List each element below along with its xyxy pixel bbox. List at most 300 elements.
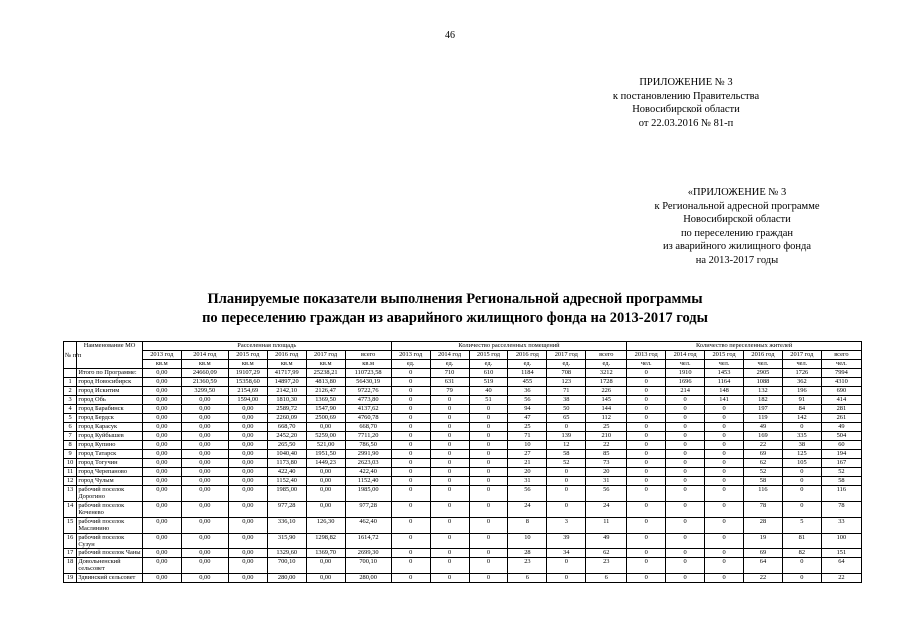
people-cell: 49 [744, 423, 783, 432]
people-cell: 0 [666, 423, 705, 432]
people-cell: 0 [705, 574, 744, 583]
rooms-cell: 58 [547, 450, 586, 459]
area-cell: 9722,76 [345, 387, 391, 396]
page-number: 46 [445, 30, 455, 41]
appendix-program-line: «ПРИЛОЖЕНИЕ № 3 [687, 187, 787, 198]
rooms-cell: 0 [391, 502, 430, 518]
table-row [64, 432, 862, 441]
rooms-cell: 3 [547, 518, 586, 534]
rooms-cell: 0 [547, 423, 586, 432]
rooms-cell: 28 [508, 549, 547, 558]
table-row [64, 534, 862, 549]
appendix-program-line: на 2013-2017 годы [695, 254, 779, 266]
people-cell: 33 [821, 518, 861, 534]
area-cell: 0,00 [181, 432, 228, 441]
unit-header-rooms: ед. [508, 360, 547, 369]
rooms-cell: 0 [391, 405, 430, 414]
appendix-decree-line: Новосибирской области [632, 104, 740, 115]
year-header-people: 2013 год [627, 351, 666, 360]
people-cell: 261 [821, 414, 861, 423]
rooms-cell: 0 [391, 450, 430, 459]
people-cell: 0 [782, 486, 821, 502]
rooms-cell: 0 [430, 502, 469, 518]
rooms-cell: 0 [430, 423, 469, 432]
rooms-cell: 23 [586, 558, 627, 574]
people-cell: 1696 [666, 378, 705, 387]
rooms-cell: 0 [391, 486, 430, 502]
row-name: рабочий поселок Чаны [78, 549, 141, 556]
area-cell: 280,00 [345, 574, 391, 583]
people-cell: 0 [627, 423, 666, 432]
area-cell: 4813,80 [306, 378, 345, 387]
area-cell: 0,00 [306, 486, 345, 502]
area-cell: 2126,47 [306, 387, 345, 396]
area-cell: 700,10 [345, 558, 391, 574]
people-cell: 1453 [705, 369, 744, 378]
people-cell: 0 [666, 558, 705, 574]
rooms-cell: 0 [391, 574, 430, 583]
area-cell: 24660,09 [181, 369, 228, 378]
people-cell: 148 [705, 387, 744, 396]
table-body [64, 369, 862, 583]
people-cell: 0 [666, 432, 705, 441]
area-cell: 668,70 [267, 423, 306, 432]
rooms-cell: 0 [469, 558, 508, 574]
rooms-cell: 71 [508, 432, 547, 441]
people-cell: 0 [666, 468, 705, 477]
area-cell: 2623,03 [345, 459, 391, 468]
appendix-decree-line: от 22.03.2016 № 81-п [638, 117, 734, 129]
area-cell: 0,00 [142, 486, 181, 502]
row-num: 11 [64, 468, 77, 477]
people-cell: 0 [705, 414, 744, 423]
row-num: 8 [64, 441, 77, 450]
area-cell: 1985,00 [267, 486, 306, 502]
people-cell: 0 [705, 441, 744, 450]
total-row [64, 369, 862, 378]
row-name: город Черепаново [77, 468, 143, 477]
area-cell: 0,00 [228, 534, 267, 549]
area-cell: 1594,00 [228, 396, 267, 405]
people-cell: 504 [821, 432, 861, 441]
people-cell: 49 [821, 423, 861, 432]
area-cell: 4773,80 [345, 396, 391, 405]
rooms-cell: 0 [469, 549, 508, 558]
area-cell: 0,00 [228, 405, 267, 414]
area-cell: 0,00 [142, 518, 181, 534]
rooms-cell: 10 [508, 534, 547, 549]
area-cell: 126,30 [306, 518, 345, 534]
people-cell: 169 [744, 432, 783, 441]
rooms-cell: 24 [508, 502, 547, 518]
rooms-cell: 20 [586, 468, 627, 477]
rooms-cell: 25 [586, 423, 627, 432]
area-cell: 977,28 [345, 502, 391, 518]
area-cell: 0,00 [142, 549, 181, 558]
rooms-cell: 0 [430, 549, 469, 558]
people-cell: 0 [705, 558, 744, 574]
row-num: 4 [64, 405, 77, 414]
area-cell: 0,00 [228, 477, 267, 486]
unit-header-rooms: ед. [547, 360, 586, 369]
area-cell: 0,00 [228, 549, 267, 558]
people-cell: 0 [782, 574, 821, 583]
year-header-rooms: 2013 год [391, 351, 430, 360]
table-row [64, 459, 862, 468]
unit-header-people: чел. [821, 360, 861, 369]
appendix-program-line: Новосибирской области [683, 214, 791, 225]
rooms-cell: 6 [508, 574, 547, 583]
row-name: город Куйбышев [77, 432, 143, 441]
people-cell: 362 [782, 378, 821, 387]
title-line-1: Планируемые показатели выполнения Региональной адресной программы [207, 291, 703, 307]
area-cell: 0,00 [181, 477, 228, 486]
appendix-program-line: по переселению граждан [680, 227, 794, 239]
rooms-cell: 52 [547, 459, 586, 468]
appendix-decree-line: ПРИЛОЖЕНИЕ № 3 [639, 77, 733, 88]
area-cell: 0,00 [306, 574, 345, 583]
area-cell: 315,90 [267, 534, 306, 549]
area-cell: 1369,70 [306, 549, 345, 558]
rooms-cell: 1184 [508, 369, 547, 378]
rooms-cell: 0 [430, 441, 469, 450]
people-cell: 19 [744, 534, 783, 549]
rooms-cell: 455 [508, 378, 547, 387]
rooms-cell: 0 [469, 432, 508, 441]
people-cell: 125 [782, 450, 821, 459]
people-cell: 22 [744, 574, 783, 583]
area-cell: 0,00 [181, 459, 228, 468]
rooms-cell: 0 [469, 459, 508, 468]
people-cell: 64 [821, 558, 861, 574]
area-cell: 1547,90 [306, 405, 345, 414]
people-cell: 58 [744, 477, 783, 486]
area-cell: 521,00 [306, 441, 345, 450]
rooms-cell: 10 [508, 441, 547, 450]
year-header-area: 2013 год [142, 351, 181, 360]
table-row [64, 396, 862, 405]
area-cell: 668,70 [345, 423, 391, 432]
year-header-people: 2014 год [666, 351, 705, 360]
area-cell: 1614,72 [345, 534, 391, 549]
appendix-program-line: из аварийного жилищного фонда [662, 241, 812, 252]
rooms-cell: 0 [547, 558, 586, 574]
area-cell: 0,00 [306, 423, 345, 432]
unit-header-rooms: ед. [586, 360, 627, 369]
area-cell: 0,00 [181, 558, 228, 574]
rooms-cell: 210 [586, 432, 627, 441]
people-cell: 64 [744, 558, 783, 574]
year-header-people: 2015 год [705, 351, 744, 360]
rooms-cell: 0 [469, 450, 508, 459]
row-num: 15 [64, 518, 77, 534]
people-cell: 58 [821, 477, 861, 486]
area-cell: 0,00 [306, 477, 345, 486]
row-num: 16 [64, 534, 77, 549]
rooms-cell: 0 [391, 459, 430, 468]
people-cell: 0 [627, 405, 666, 414]
area-cell: 0,00 [181, 441, 228, 450]
area-cell: 2142,10 [267, 387, 306, 396]
people-cell: 0 [666, 459, 705, 468]
area-cell: 0,00 [306, 502, 345, 518]
people-cell: 0 [705, 405, 744, 414]
rooms-cell: 49 [586, 534, 627, 549]
unit-header-people: чел. [782, 360, 821, 369]
rooms-cell: 0 [391, 423, 430, 432]
row-name: город Обь [77, 396, 143, 405]
row-num: 2 [64, 387, 77, 396]
table-row [64, 423, 862, 432]
people-cell: 0 [782, 477, 821, 486]
people-cell: 0 [627, 477, 666, 486]
rooms-cell: 0 [391, 414, 430, 423]
row-name: город Купино [77, 441, 143, 450]
area-cell: 0,00 [181, 518, 228, 534]
area-cell: 700,10 [267, 558, 306, 574]
rooms-cell: 0 [469, 423, 508, 432]
area-cell: 422,40 [345, 468, 391, 477]
people-cell: 1726 [782, 369, 821, 378]
row-num: 1 [64, 378, 77, 387]
rooms-cell: 0 [391, 468, 430, 477]
table-row [64, 441, 862, 450]
rooms-cell: 12 [547, 441, 586, 450]
rooms-cell: 0 [547, 468, 586, 477]
people-cell: 69 [744, 450, 783, 459]
area-cell: 0,00 [142, 534, 181, 549]
people-cell: 214 [666, 387, 705, 396]
people-cell: 116 [821, 486, 861, 502]
people-cell: 0 [627, 534, 666, 549]
rooms-cell: 0 [469, 441, 508, 450]
area-cell: 0,00 [228, 558, 267, 574]
people-cell: 52 [821, 468, 861, 477]
rooms-cell: 710 [430, 369, 469, 378]
rooms-cell: 0 [547, 486, 586, 502]
table-row [64, 387, 862, 396]
area-cell: 0,00 [181, 574, 228, 583]
rooms-cell: 25 [508, 423, 547, 432]
area-cell: 0,00 [181, 534, 228, 549]
area-cell: 0,00 [228, 450, 267, 459]
appendix-program-line: к Региональной адресной программе [654, 200, 820, 212]
year-header-area: всего [345, 351, 391, 360]
row-name: рабочий поселок Дорогино [77, 486, 143, 502]
unit-header-rooms: ед. [430, 360, 469, 369]
area-cell: 0,00 [181, 423, 228, 432]
rooms-cell: 1728 [586, 378, 627, 387]
row-num: 18 [64, 558, 77, 574]
area-cell: 2991,90 [345, 450, 391, 459]
people-cell: 182 [744, 396, 783, 405]
people-cell: 4310 [821, 378, 861, 387]
rooms-cell: 38 [547, 396, 586, 405]
area-cell: 0,00 [181, 405, 228, 414]
people-cell: 0 [627, 549, 666, 558]
rooms-cell: 0 [391, 369, 430, 378]
row-name: рабочий поселок Сузун [77, 534, 143, 549]
rooms-cell: 51 [469, 396, 508, 405]
area-cell: 1173,80 [267, 459, 306, 468]
appendix-decree-line: к постановлению Правительства [612, 90, 760, 102]
people-cell: 0 [666, 405, 705, 414]
header-group-people: Количество переселенных жителей [627, 342, 862, 351]
people-cell: 132 [744, 387, 783, 396]
people-cell: 0 [627, 414, 666, 423]
area-cell: 0,00 [228, 459, 267, 468]
row-num: 13 [64, 486, 77, 502]
table-row [64, 549, 862, 558]
rooms-cell: 56 [508, 396, 547, 405]
people-cell: 335 [782, 432, 821, 441]
area-cell: 0,00 [228, 423, 267, 432]
people-cell: 142 [782, 414, 821, 423]
people-cell: 0 [705, 534, 744, 549]
area-cell: 0,00 [142, 441, 181, 450]
people-cell: 0 [705, 450, 744, 459]
rooms-cell: 0 [430, 468, 469, 477]
row-num: 17 [64, 549, 77, 558]
rooms-cell: 708 [547, 369, 586, 378]
rooms-cell: 0 [469, 518, 508, 534]
unit-header-people: чел. [705, 360, 744, 369]
people-cell: 0 [782, 502, 821, 518]
people-cell: 167 [821, 459, 861, 468]
people-cell: 151 [821, 549, 861, 558]
rooms-cell: 0 [391, 441, 430, 450]
unit-header-area: кв.м [267, 360, 306, 369]
rooms-cell: 519 [469, 378, 508, 387]
unit-header-area: кв.м [345, 360, 391, 369]
rooms-cell: 62 [586, 549, 627, 558]
area-cell: 0,00 [142, 477, 181, 486]
rooms-cell: 0 [430, 405, 469, 414]
rooms-cell: 0 [547, 477, 586, 486]
table-row [64, 414, 862, 423]
people-cell: 1910 [666, 369, 705, 378]
people-cell: 0 [627, 396, 666, 405]
people-cell: 0 [666, 518, 705, 534]
people-cell: 0 [705, 502, 744, 518]
area-cell: 14897,20 [267, 378, 306, 387]
area-cell: 5259,00 [306, 432, 345, 441]
appendix-program-block [612, 186, 862, 267]
people-cell: 0 [782, 423, 821, 432]
area-cell: 1951,50 [306, 450, 345, 459]
area-cell: 3299,50 [181, 387, 228, 396]
area-cell: 19107,29 [228, 369, 267, 378]
area-cell: 1369,50 [306, 396, 345, 405]
year-header-people: всего [821, 351, 861, 360]
area-cell: 0,00 [142, 405, 181, 414]
year-header-area: 2017 год [306, 351, 345, 360]
people-cell: 0 [627, 468, 666, 477]
area-cell: 0,00 [181, 414, 228, 423]
table-row [64, 518, 862, 534]
area-cell: 0,00 [142, 468, 181, 477]
table-row [64, 468, 862, 477]
people-cell: 22 [744, 441, 783, 450]
people-cell: 281 [821, 405, 861, 414]
people-cell: 0 [705, 518, 744, 534]
area-cell: 0,00 [142, 574, 181, 583]
people-cell: 0 [627, 450, 666, 459]
people-cell: 194 [821, 450, 861, 459]
row-num: 19 [64, 574, 77, 583]
rooms-cell: 71 [547, 387, 586, 396]
area-cell: 2260,09 [267, 414, 306, 423]
area-cell: 0,00 [142, 414, 181, 423]
people-cell: 69 [744, 549, 783, 558]
people-cell: 119 [744, 414, 783, 423]
people-cell: 0 [705, 549, 744, 558]
header-group-rooms: Количество расселенных помещений [391, 342, 627, 351]
rooms-cell: 20 [508, 468, 547, 477]
people-cell: 0 [627, 432, 666, 441]
appendix-decree-block [586, 76, 786, 130]
years-header-row [64, 351, 862, 360]
year-header-rooms: 2014 год [430, 351, 469, 360]
rooms-cell: 73 [586, 459, 627, 468]
table-row [64, 558, 862, 574]
people-cell: 5 [782, 518, 821, 534]
year-header-area: 2014 год [181, 351, 228, 360]
row-name: город Бердск [77, 414, 143, 423]
area-cell: 110723,58 [345, 369, 391, 378]
row-name: рабочий поселок Маслянино [77, 518, 143, 534]
area-cell: 0,00 [142, 432, 181, 441]
rooms-cell: 0 [430, 396, 469, 405]
rooms-cell: 34 [547, 549, 586, 558]
rooms-cell: 79 [430, 387, 469, 396]
area-cell: 1040,40 [267, 450, 306, 459]
rooms-cell: 0 [469, 486, 508, 502]
area-cell: 21360,59 [181, 378, 228, 387]
rooms-cell: 226 [586, 387, 627, 396]
rooms-cell: 0 [469, 414, 508, 423]
rooms-cell: 56 [508, 486, 547, 502]
rooms-cell: 22 [586, 441, 627, 450]
rooms-cell: 31 [586, 477, 627, 486]
rooms-cell: 112 [586, 414, 627, 423]
rooms-cell: 27 [508, 450, 547, 459]
area-cell: 56430,19 [345, 378, 391, 387]
people-cell: 52 [744, 468, 783, 477]
unit-header-rooms: ед. [391, 360, 430, 369]
rooms-cell: 3212 [586, 369, 627, 378]
people-cell: 0 [666, 450, 705, 459]
rooms-cell: 0 [547, 574, 586, 583]
area-cell: 0,00 [142, 387, 181, 396]
people-cell: 141 [705, 396, 744, 405]
people-cell: 0 [666, 477, 705, 486]
rooms-cell: 0 [469, 405, 508, 414]
rooms-cell: 0 [469, 468, 508, 477]
rooms-cell: 11 [586, 518, 627, 534]
people-cell: 0 [782, 468, 821, 477]
area-cell: 2154,69 [228, 387, 267, 396]
people-cell: 690 [821, 387, 861, 396]
area-cell: 1449,23 [306, 459, 345, 468]
area-cell: 2500,69 [306, 414, 345, 423]
area-cell: 0,00 [228, 518, 267, 534]
rooms-cell: 0 [430, 486, 469, 502]
unit-header-people: чел. [744, 360, 783, 369]
people-cell: 22 [821, 574, 861, 583]
area-cell: 0,00 [142, 396, 181, 405]
rooms-cell: 145 [586, 396, 627, 405]
